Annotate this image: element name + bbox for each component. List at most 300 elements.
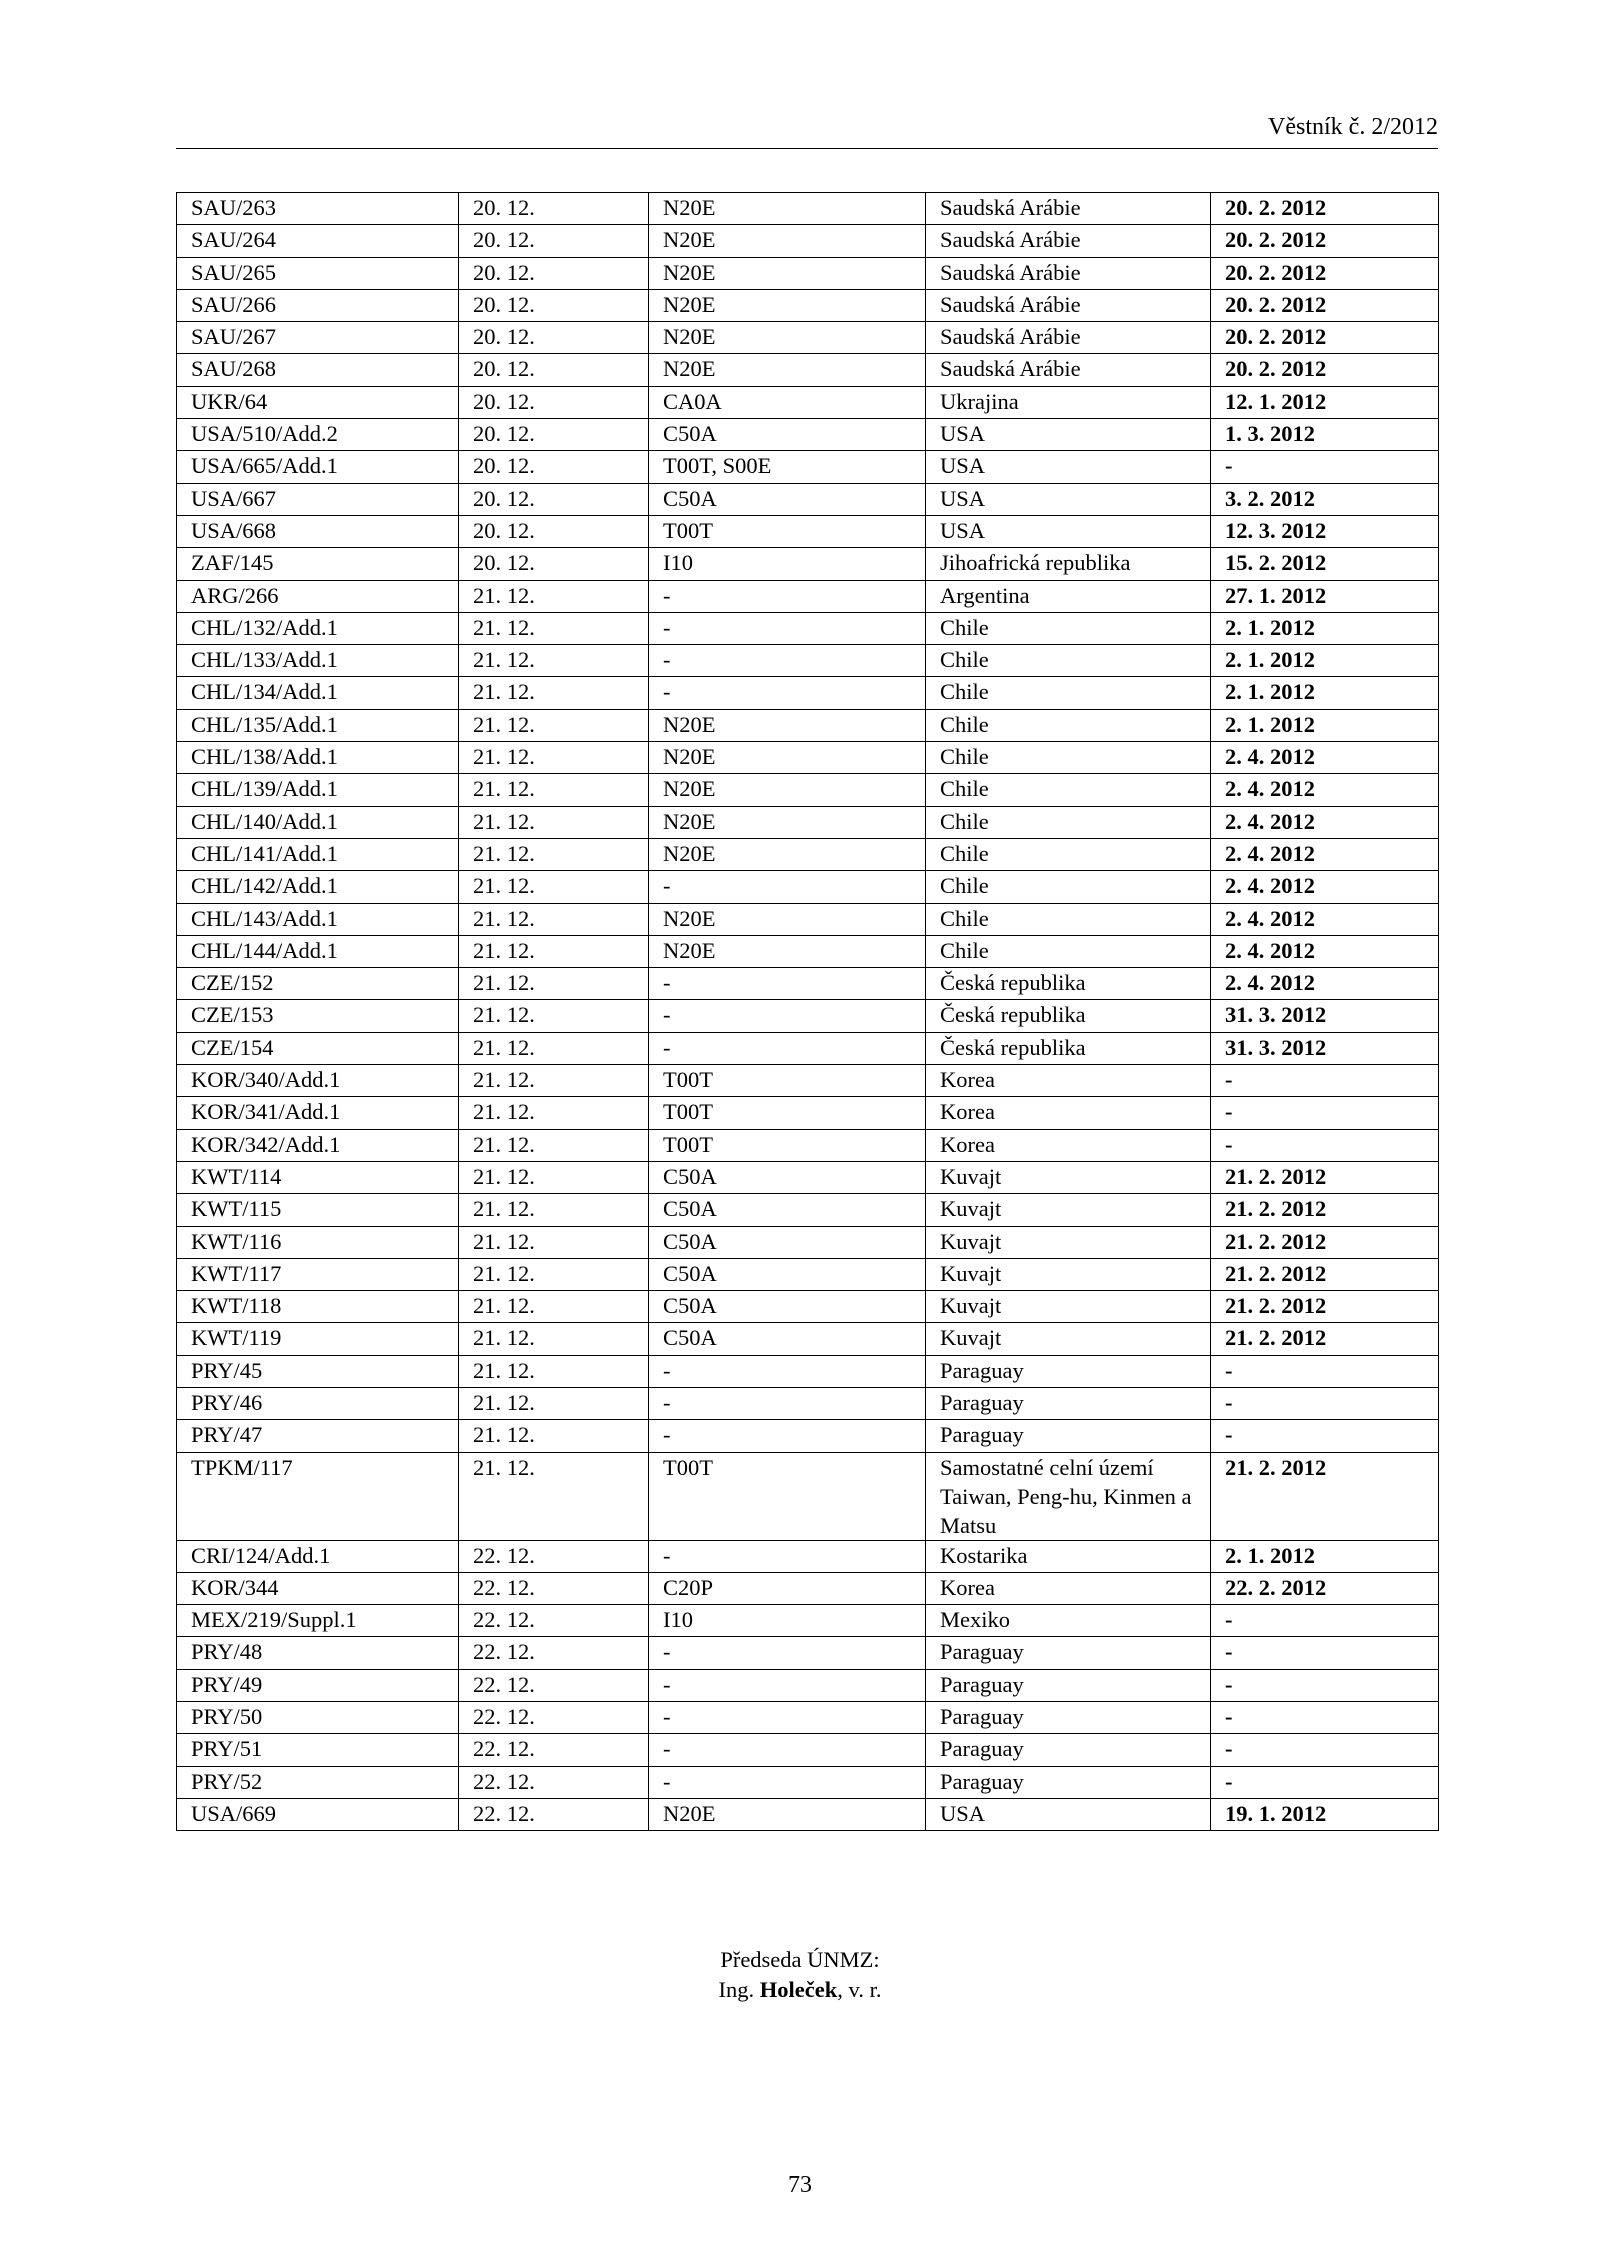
cell-document-code: SAU/267 — [177, 322, 459, 354]
cell-deadline-date: 20. 2. 2012 — [1211, 322, 1439, 354]
table-row — [177, 742, 1439, 774]
signature-prefix: Ing. — [718, 1977, 755, 2002]
cell-deadline-date: 2. 1. 2012 — [1211, 709, 1439, 741]
table-row — [177, 871, 1439, 903]
table-row — [177, 1387, 1439, 1419]
cell-document-code: KWT/116 — [177, 1226, 459, 1258]
cell-ics-code: - — [649, 645, 926, 677]
cell-document-code: KWT/114 — [177, 1161, 459, 1193]
signature-block — [0, 1945, 1600, 2005]
cell-ics-code: I10 — [649, 1605, 926, 1637]
cell-document-code: SAU/265 — [177, 257, 459, 289]
cell-country: Kuvajt — [926, 1258, 1211, 1290]
cell-notification-date: 21. 12. — [459, 1226, 649, 1258]
cell-ics-code: - — [649, 968, 926, 1000]
cell-country: Korea — [926, 1129, 1211, 1161]
cell-deadline-date: 2. 1. 2012 — [1211, 677, 1439, 709]
cell-notification-date: 20. 12. — [459, 289, 649, 321]
cell-ics-code: C50A — [649, 1291, 926, 1323]
cell-notification-date: 22. 12. — [459, 1637, 649, 1669]
cell-deadline-date: 2. 4. 2012 — [1211, 742, 1439, 774]
cell-ics-code: C50A — [649, 419, 926, 451]
cell-document-code: CHL/142/Add.1 — [177, 871, 459, 903]
cell-document-code: USA/667 — [177, 483, 459, 515]
cell-ics-code: N20E — [649, 838, 926, 870]
cell-document-code: KOR/340/Add.1 — [177, 1065, 459, 1097]
cell-notification-date: 21. 12. — [459, 1129, 649, 1161]
cell-country: Saudská Arábie — [926, 354, 1211, 386]
cell-ics-code: - — [649, 1420, 926, 1452]
table-row — [177, 1798, 1439, 1830]
cell-ics-code: N20E — [649, 1798, 926, 1830]
signature-name: Holeček — [759, 1977, 838, 2002]
cell-country: Kuvajt — [926, 1161, 1211, 1193]
cell-ics-code: T00T — [649, 515, 926, 547]
table-row — [177, 612, 1439, 644]
cell-ics-code: - — [649, 1000, 926, 1032]
cell-country: USA — [926, 451, 1211, 483]
table-row — [177, 1605, 1439, 1637]
table-row — [177, 386, 1439, 418]
cell-notification-date: 21. 12. — [459, 1194, 649, 1226]
cell-notification-date: 21. 12. — [459, 774, 649, 806]
table-row — [177, 1572, 1439, 1604]
cell-ics-code: - — [649, 1702, 926, 1734]
cell-deadline-date: 2. 1. 2012 — [1211, 645, 1439, 677]
cell-country: Mexiko — [926, 1605, 1211, 1637]
cell-notification-date: 20. 12. — [459, 257, 649, 289]
cell-notification-date: 21. 12. — [459, 968, 649, 1000]
cell-country: Paraguay — [926, 1766, 1211, 1798]
cell-ics-code: C50A — [649, 1258, 926, 1290]
cell-deadline-date: 20. 2. 2012 — [1211, 225, 1439, 257]
cell-notification-date: 21. 12. — [459, 1420, 649, 1452]
table-row — [177, 677, 1439, 709]
table-row — [177, 483, 1439, 515]
cell-ics-code: - — [649, 1637, 926, 1669]
cell-deadline-date: 2. 4. 2012 — [1211, 871, 1439, 903]
cell-ics-code: C50A — [649, 1323, 926, 1355]
cell-notification-date: 21. 12. — [459, 1000, 649, 1032]
cell-deadline-date: 21. 2. 2012 — [1211, 1323, 1439, 1355]
cell-notification-date: 21. 12. — [459, 1065, 649, 1097]
cell-deadline-date: 21. 2. 2012 — [1211, 1452, 1439, 1540]
table-row — [177, 1291, 1439, 1323]
cell-country: Česká republika — [926, 1032, 1211, 1064]
cell-country: Paraguay — [926, 1387, 1211, 1419]
cell-ics-code: C50A — [649, 1226, 926, 1258]
cell-document-code: CHL/143/Add.1 — [177, 903, 459, 935]
table-body — [177, 193, 1439, 1831]
cell-notification-date: 21. 12. — [459, 1258, 649, 1290]
cell-document-code: CHL/141/Add.1 — [177, 838, 459, 870]
cell-country: Kuvajt — [926, 1194, 1211, 1226]
cell-document-code: KWT/117 — [177, 1258, 459, 1290]
table-row — [177, 225, 1439, 257]
cell-document-code: USA/668 — [177, 515, 459, 547]
cell-notification-date: 22. 12. — [459, 1702, 649, 1734]
cell-notification-date: 20. 12. — [459, 354, 649, 386]
table-row — [177, 806, 1439, 838]
cell-notification-date: 22. 12. — [459, 1766, 649, 1798]
cell-document-code: CHL/134/Add.1 — [177, 677, 459, 709]
cell-deadline-date: 21. 2. 2012 — [1211, 1226, 1439, 1258]
cell-ics-code: - — [649, 1540, 926, 1572]
cell-document-code: CHL/135/Add.1 — [177, 709, 459, 741]
cell-country: Chile — [926, 871, 1211, 903]
cell-deadline-date: 22. 2. 2012 — [1211, 1572, 1439, 1604]
table-row — [177, 1355, 1439, 1387]
table-row — [177, 1097, 1439, 1129]
cell-deadline-date: - — [1211, 1702, 1439, 1734]
cell-notification-date: 20. 12. — [459, 193, 649, 225]
cell-document-code: PRY/52 — [177, 1766, 459, 1798]
cell-notification-date: 21. 12. — [459, 1291, 649, 1323]
cell-notification-date: 21. 12. — [459, 1032, 649, 1064]
cell-notification-date: 20. 12. — [459, 515, 649, 547]
cell-document-code: KOR/344 — [177, 1572, 459, 1604]
table-row — [177, 709, 1439, 741]
cell-notification-date: 22. 12. — [459, 1605, 649, 1637]
cell-document-code: SAU/264 — [177, 225, 459, 257]
cell-deadline-date: - — [1211, 1065, 1439, 1097]
cell-country: Paraguay — [926, 1734, 1211, 1766]
cell-document-code: PRY/50 — [177, 1702, 459, 1734]
cell-document-code: USA/665/Add.1 — [177, 451, 459, 483]
cell-country: Chile — [926, 677, 1211, 709]
table-row — [177, 289, 1439, 321]
table-row — [177, 322, 1439, 354]
signature-suffix: , v. r. — [837, 1977, 882, 2002]
table-row — [177, 1540, 1439, 1572]
cell-country: Paraguay — [926, 1420, 1211, 1452]
cell-notification-date: 22. 12. — [459, 1798, 649, 1830]
cell-document-code: SAU/268 — [177, 354, 459, 386]
table-row — [177, 354, 1439, 386]
cell-document-code: TPKM/117 — [177, 1452, 459, 1540]
cell-ics-code: N20E — [649, 354, 926, 386]
cell-notification-date: 21. 12. — [459, 935, 649, 967]
cell-ics-code: N20E — [649, 903, 926, 935]
cell-country: Paraguay — [926, 1702, 1211, 1734]
cell-deadline-date: 2. 4. 2012 — [1211, 903, 1439, 935]
cell-document-code: PRY/45 — [177, 1355, 459, 1387]
cell-notification-date: 21. 12. — [459, 871, 649, 903]
table-row — [177, 1065, 1439, 1097]
cell-ics-code: I10 — [649, 548, 926, 580]
cell-notification-date: 20. 12. — [459, 225, 649, 257]
cell-deadline-date: 2. 4. 2012 — [1211, 968, 1439, 1000]
cell-ics-code: C50A — [649, 1194, 926, 1226]
cell-deadline-date: 2. 4. 2012 — [1211, 935, 1439, 967]
cell-country: Samostatné celní území Taiwan, Peng-hu, Kinmen a Matsu — [926, 1452, 1211, 1540]
cell-notification-date: 21. 12. — [459, 1452, 649, 1540]
cell-ics-code: - — [649, 677, 926, 709]
cell-ics-code: N20E — [649, 806, 926, 838]
cell-notification-date: 20. 12. — [459, 548, 649, 580]
cell-country: Saudská Arábie — [926, 322, 1211, 354]
cell-deadline-date: 20. 2. 2012 — [1211, 257, 1439, 289]
cell-country: Česká republika — [926, 968, 1211, 1000]
cell-country: Chile — [926, 903, 1211, 935]
cell-deadline-date: - — [1211, 1669, 1439, 1701]
cell-deadline-date: - — [1211, 1387, 1439, 1419]
cell-ics-code: - — [649, 871, 926, 903]
cell-deadline-date: 21. 2. 2012 — [1211, 1161, 1439, 1193]
page-number: 73 — [788, 2172, 812, 2198]
cell-document-code: CZE/152 — [177, 968, 459, 1000]
bulletin-title: Věstník č. 2/2012 — [1268, 114, 1438, 140]
cell-deadline-date: 31. 3. 2012 — [1211, 1032, 1439, 1064]
cell-deadline-date: - — [1211, 451, 1439, 483]
cell-ics-code: N20E — [649, 225, 926, 257]
cell-document-code: ZAF/145 — [177, 548, 459, 580]
cell-document-code: MEX/219/Suppl.1 — [177, 1605, 459, 1637]
cell-deadline-date: 3. 2. 2012 — [1211, 483, 1439, 515]
cell-notification-date: 22. 12. — [459, 1734, 649, 1766]
cell-notification-date: 21. 12. — [459, 1161, 649, 1193]
cell-country: Saudská Arábie — [926, 193, 1211, 225]
cell-deadline-date: 2. 4. 2012 — [1211, 806, 1439, 838]
signature-role: Předseda ÚNMZ: — [720, 1947, 880, 1972]
cell-deadline-date: 12. 3. 2012 — [1211, 515, 1439, 547]
cell-country: Ukrajina — [926, 386, 1211, 418]
cell-deadline-date: 12. 1. 2012 — [1211, 386, 1439, 418]
cell-document-code: KWT/118 — [177, 1291, 459, 1323]
cell-ics-code: T00T — [649, 1097, 926, 1129]
table-row — [177, 1702, 1439, 1734]
cell-deadline-date: - — [1211, 1605, 1439, 1637]
cell-deadline-date: - — [1211, 1637, 1439, 1669]
cell-country: Kuvajt — [926, 1226, 1211, 1258]
cell-document-code: SAU/266 — [177, 289, 459, 321]
table-row — [177, 645, 1439, 677]
cell-ics-code: N20E — [649, 935, 926, 967]
cell-notification-date: 21. 12. — [459, 645, 649, 677]
table-row — [177, 419, 1439, 451]
cell-country: Paraguay — [926, 1669, 1211, 1701]
cell-document-code: CZE/154 — [177, 1032, 459, 1064]
cell-notification-date: 21. 12. — [459, 838, 649, 870]
cell-ics-code: N20E — [649, 709, 926, 741]
cell-country: Jihoafrická republika — [926, 548, 1211, 580]
cell-ics-code: - — [649, 1355, 926, 1387]
cell-deadline-date: 21. 2. 2012 — [1211, 1258, 1439, 1290]
cell-deadline-date: 31. 3. 2012 — [1211, 1000, 1439, 1032]
cell-document-code: CHL/144/Add.1 — [177, 935, 459, 967]
cell-ics-code: C50A — [649, 1161, 926, 1193]
cell-deadline-date: - — [1211, 1734, 1439, 1766]
cell-notification-date: 21. 12. — [459, 903, 649, 935]
cell-notification-date: 20. 12. — [459, 386, 649, 418]
cell-document-code: CHL/138/Add.1 — [177, 742, 459, 774]
cell-notification-date: 20. 12. — [459, 419, 649, 451]
cell-notification-date: 21. 12. — [459, 806, 649, 838]
table-row — [177, 1452, 1439, 1540]
cell-notification-date: 22. 12. — [459, 1572, 649, 1604]
table-row — [177, 193, 1439, 225]
cell-deadline-date: 21. 2. 2012 — [1211, 1194, 1439, 1226]
cell-ics-code: N20E — [649, 742, 926, 774]
cell-country: Chile — [926, 612, 1211, 644]
cell-deadline-date: 19. 1. 2012 — [1211, 1798, 1439, 1830]
table-row — [177, 968, 1439, 1000]
cell-deadline-date: 15. 2. 2012 — [1211, 548, 1439, 580]
cell-document-code: UKR/64 — [177, 386, 459, 418]
table-row — [177, 1766, 1439, 1798]
cell-document-code: CHL/133/Add.1 — [177, 645, 459, 677]
cell-document-code: CHL/132/Add.1 — [177, 612, 459, 644]
cell-ics-code: T00T — [649, 1065, 926, 1097]
table-row — [177, 1637, 1439, 1669]
cell-deadline-date: 2. 4. 2012 — [1211, 774, 1439, 806]
cell-ics-code: - — [649, 612, 926, 644]
cell-notification-date: 21. 12. — [459, 580, 649, 612]
cell-ics-code: N20E — [649, 193, 926, 225]
cell-notification-date: 21. 12. — [459, 1323, 649, 1355]
table-row — [177, 1161, 1439, 1193]
table-row — [177, 1129, 1439, 1161]
cell-notification-date: 22. 12. — [459, 1669, 649, 1701]
cell-country: USA — [926, 1798, 1211, 1830]
cell-notification-date: 21. 12. — [459, 677, 649, 709]
cell-country: Paraguay — [926, 1637, 1211, 1669]
cell-ics-code: T00T, S00E — [649, 451, 926, 483]
cell-document-code: CZE/153 — [177, 1000, 459, 1032]
cell-notification-date: 21. 12. — [459, 1355, 649, 1387]
cell-ics-code: CA0A — [649, 386, 926, 418]
cell-ics-code: - — [649, 1387, 926, 1419]
cell-ics-code: N20E — [649, 322, 926, 354]
table-row — [177, 935, 1439, 967]
cell-country: Saudská Arábie — [926, 257, 1211, 289]
cell-notification-date: 20. 12. — [459, 322, 649, 354]
cell-deadline-date: - — [1211, 1355, 1439, 1387]
cell-document-code: CHL/140/Add.1 — [177, 806, 459, 838]
signature-line — [0, 1975, 1600, 2005]
cell-deadline-date: - — [1211, 1129, 1439, 1161]
table-row — [177, 1669, 1439, 1701]
cell-country: USA — [926, 483, 1211, 515]
cell-document-code: KOR/342/Add.1 — [177, 1129, 459, 1161]
cell-ics-code: C50A — [649, 483, 926, 515]
cell-ics-code: - — [649, 1734, 926, 1766]
table-row — [177, 548, 1439, 580]
page-header — [176, 112, 1438, 149]
cell-country: Kuvajt — [926, 1323, 1211, 1355]
cell-notification-date: 21. 12. — [459, 709, 649, 741]
cell-document-code: PRY/48 — [177, 1637, 459, 1669]
cell-ics-code: N20E — [649, 289, 926, 321]
cell-ics-code: C20P — [649, 1572, 926, 1604]
cell-notification-date: 22. 12. — [459, 1540, 649, 1572]
cell-country: Chile — [926, 838, 1211, 870]
table-row — [177, 1734, 1439, 1766]
cell-deadline-date: - — [1211, 1097, 1439, 1129]
cell-deadline-date: - — [1211, 1766, 1439, 1798]
cell-deadline-date: 1. 3. 2012 — [1211, 419, 1439, 451]
table-row — [177, 1032, 1439, 1064]
cell-country: Korea — [926, 1097, 1211, 1129]
table-row — [177, 451, 1439, 483]
cell-document-code: KOR/341/Add.1 — [177, 1097, 459, 1129]
cell-country: Korea — [926, 1572, 1211, 1604]
cell-country: Paraguay — [926, 1355, 1211, 1387]
cell-notification-date: 21. 12. — [459, 742, 649, 774]
cell-document-code: CHL/139/Add.1 — [177, 774, 459, 806]
cell-country: Chile — [926, 935, 1211, 967]
cell-notification-date: 21. 12. — [459, 1387, 649, 1419]
cell-country: Kostarika — [926, 1540, 1211, 1572]
cell-notification-date: 20. 12. — [459, 483, 649, 515]
cell-deadline-date: 2. 1. 2012 — [1211, 612, 1439, 644]
table-row — [177, 838, 1439, 870]
cell-notification-date: 21. 12. — [459, 612, 649, 644]
cell-ics-code: T00T — [649, 1129, 926, 1161]
cell-country: Chile — [926, 645, 1211, 677]
cell-country: Česká republika — [926, 1000, 1211, 1032]
cell-country: Chile — [926, 742, 1211, 774]
cell-notification-date: 21. 12. — [459, 1097, 649, 1129]
cell-deadline-date: 20. 2. 2012 — [1211, 193, 1439, 225]
cell-document-code: PRY/47 — [177, 1420, 459, 1452]
cell-country: Chile — [926, 774, 1211, 806]
cell-ics-code: N20E — [649, 257, 926, 289]
cell-deadline-date: 2. 4. 2012 — [1211, 838, 1439, 870]
table-row — [177, 1194, 1439, 1226]
cell-ics-code: N20E — [649, 774, 926, 806]
cell-country: Kuvajt — [926, 1291, 1211, 1323]
cell-country: Korea — [926, 1065, 1211, 1097]
cell-country: Saudská Arábie — [926, 289, 1211, 321]
cell-deadline-date: 2. 1. 2012 — [1211, 1540, 1439, 1572]
table-row — [177, 580, 1439, 612]
table-row — [177, 1258, 1439, 1290]
table-row — [177, 774, 1439, 806]
cell-country: USA — [926, 419, 1211, 451]
table-row — [177, 515, 1439, 547]
cell-document-code: CRI/124/Add.1 — [177, 1540, 459, 1572]
cell-ics-code: - — [649, 1032, 926, 1064]
cell-document-code: USA/510/Add.2 — [177, 419, 459, 451]
table-row — [177, 903, 1439, 935]
notification-table — [176, 192, 1439, 1831]
cell-document-code: USA/669 — [177, 1798, 459, 1830]
cell-document-code: PRY/49 — [177, 1669, 459, 1701]
cell-deadline-date: 20. 2. 2012 — [1211, 289, 1439, 321]
cell-ics-code: T00T — [649, 1452, 926, 1540]
cell-document-code: PRY/51 — [177, 1734, 459, 1766]
table-row — [177, 257, 1439, 289]
cell-ics-code: - — [649, 1669, 926, 1701]
cell-country: Chile — [926, 709, 1211, 741]
cell-ics-code: - — [649, 580, 926, 612]
table-row — [177, 1420, 1439, 1452]
cell-ics-code: - — [649, 1766, 926, 1798]
cell-notification-date: 20. 12. — [459, 451, 649, 483]
table-row — [177, 1000, 1439, 1032]
cell-document-code: KWT/115 — [177, 1194, 459, 1226]
cell-country: USA — [926, 515, 1211, 547]
table-row — [177, 1226, 1439, 1258]
cell-country: Chile — [926, 806, 1211, 838]
cell-deadline-date: 27. 1. 2012 — [1211, 580, 1439, 612]
cell-deadline-date: 21. 2. 2012 — [1211, 1291, 1439, 1323]
cell-document-code: PRY/46 — [177, 1387, 459, 1419]
cell-country: Saudská Arábie — [926, 225, 1211, 257]
cell-document-code: SAU/263 — [177, 193, 459, 225]
cell-country: Argentina — [926, 580, 1211, 612]
